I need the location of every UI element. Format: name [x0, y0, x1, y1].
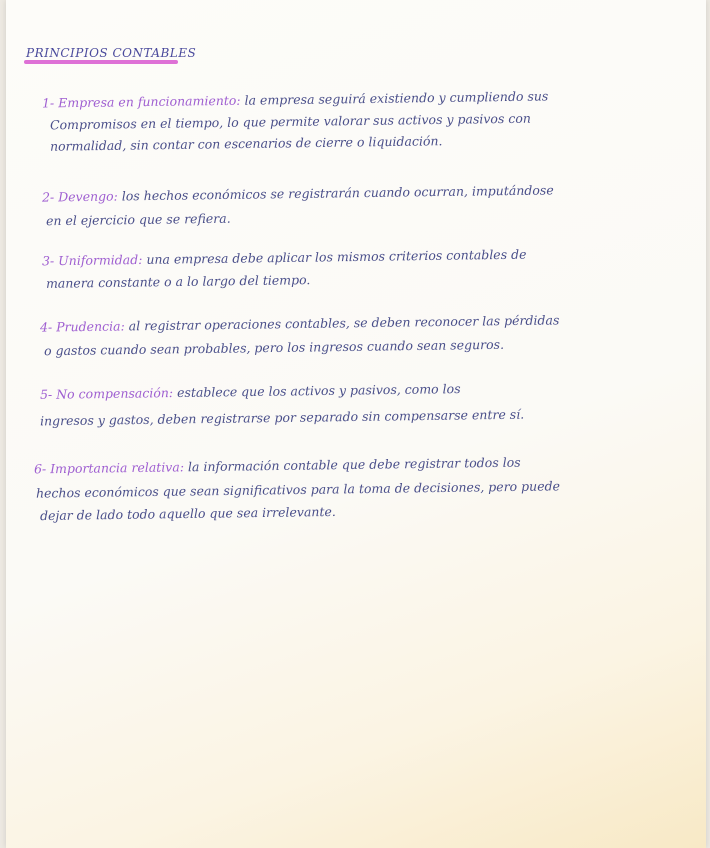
principle-4-line-2: o gastos cuando sean probables, pero los ingresos cuando sean seguros.	[43, 336, 505, 359]
title-underline	[24, 60, 178, 64]
principle-6-label: 6- Importancia relativa:	[33, 459, 185, 477]
principle-3-line-2: manera constante o a lo largo del tiempo.	[45, 272, 311, 291]
principle-6-line-1: 6- Importancia relativa: la información contable que debe registrar todos los	[33, 454, 521, 477]
principle-6-line-3: dejar de lado todo aquello que sea irrelevante.	[39, 503, 336, 524]
principle-3-line-1: 3- Uniformidad: una empresa debe aplicar los mismos criterios contables de	[41, 246, 527, 269]
principle-5-line-2: ingresos y gastos, deben registrarse por separado sin compensarse entre sí.	[39, 406, 525, 429]
principle-5-line-1: 5- No compensación: establece que los activos y pasivos, como los	[39, 381, 461, 402]
principle-6-line-2: hechos económicos que sean significativos para la toma de decisiones, pero puede	[35, 478, 561, 501]
principle-1-line-2: Compromisos en el tiempo, lo que permite valorar sus activos y pasivos con	[49, 110, 531, 133]
page-title: PRINCIPIOS CONTABLES	[26, 46, 197, 60]
notebook-page	[6, 0, 706, 848]
principle-1-label: 1- Empresa en funcionamiento:	[41, 92, 241, 111]
principle-2-line-2: en el ejercicio que se refiera.	[45, 210, 231, 229]
principle-5-label: 5- No compensación:	[39, 385, 174, 402]
principle-4-label: 4- Prudencia:	[39, 318, 125, 335]
principle-1-line-1: 1- Empresa en funcionamiento: la empresa seguirá existiendo y cumpliendo sus	[41, 88, 549, 111]
principle-2-label: 2- Devengo:	[41, 188, 118, 205]
principle-2-line-1: 2- Devengo: los hechos económicos se registrarán cuando ocurran, imputándose	[41, 182, 554, 205]
principle-3-label: 3- Uniformidad:	[41, 251, 143, 269]
principle-1-line-3: normalidad, sin contar con escenarios de cierre o liquidación.	[49, 133, 443, 154]
principle-4-line-1: 4- Prudencia: al registrar operaciones contables, se deben reconocer las pérdidas	[39, 312, 560, 335]
